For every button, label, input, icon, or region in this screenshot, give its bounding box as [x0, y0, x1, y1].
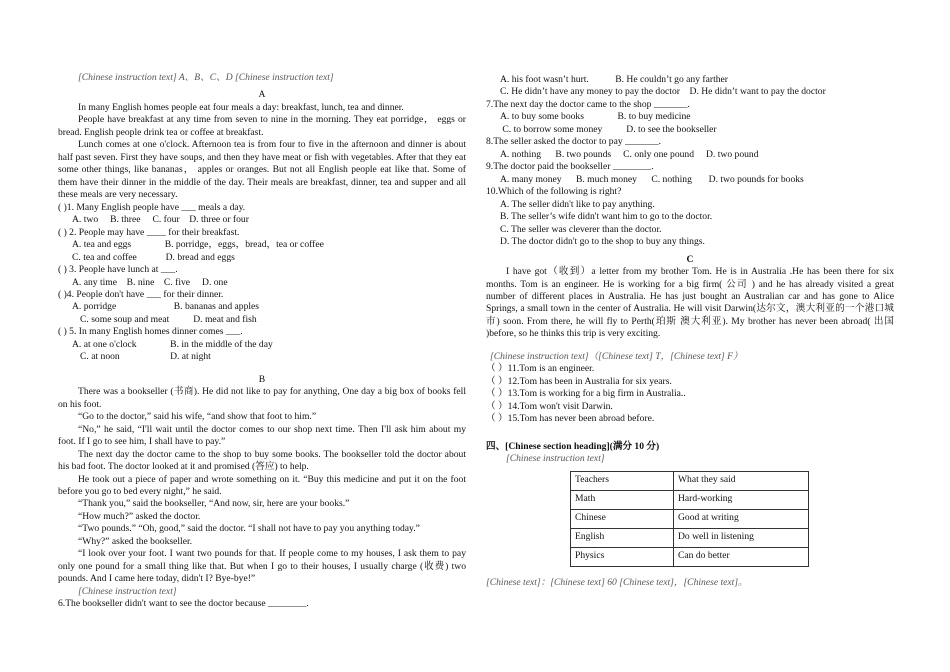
question-5: ( ) 5. In many English homes dinner comes ___. — [58, 326, 243, 338]
question-6-options: A. his foot wasn’t hurt. B. He couldn’t go any farther — [500, 74, 728, 85]
table-cell: Math — [571, 490, 674, 509]
right-column — [486, 74, 894, 589]
table-cell: Physics — [571, 547, 674, 566]
question-2-options: A. tea and eggs B. porridge，eggs，bread，tea or coffee — [72, 239, 324, 251]
question-4: ( )4. People don't have ___ for their dinner. — [58, 288, 224, 300]
table-cell: Good at writing — [674, 509, 809, 528]
passage-a-paragraph: Lunch comes at one o'clock. Afternoon tea is from four to five in the afternoon and dinner is about half past seven. First they have soups, and then they have meat or fish with vegetables. After that they eat some other things, like bananas， apples or oranges. But not all English people eat like that. Some of them have their dinner in the middle of the day. Their meals are breakfast, dinner, tea and supper and all these meals are very necessary. — [58, 139, 466, 201]
passage-b-heading: B — [258, 373, 266, 385]
question-3-options: A. any time B. nine C. five D. one — [72, 276, 228, 288]
passage-b-paragraph: “Two pounds.” “Oh, good,” said the doctor. “I shall not have to pay you anything today.” — [78, 523, 420, 535]
section-instruction: [Chinese instruction text] A、B、C、D [Chinese instruction text] — [78, 72, 334, 83]
writing-note: [Chinese text]：[Chinese text] 60 [Chinese text]，[Chinese text]。 — [486, 576, 748, 588]
passage-b-paragraph: “Go to the doctor,” said his wife, “and show that foot to him.” — [78, 411, 317, 423]
question-10-options: C. The seller was cleverer than the doctor. — [500, 223, 662, 235]
question-2: ( ) 2. People may have ____ for their breakfast. — [58, 226, 240, 238]
passage-b-paragraph: There was a bookseller (书商). He did not like to pay for anything, One day a big box of books fell on his foot. — [58, 386, 466, 410]
table-cell: Chinese — [571, 509, 674, 528]
question-10: 10.Which of the following is right? — [486, 186, 622, 198]
question-6-options: C. He didn’t have any money to pay the doctor D. He didn’t want to pay the doctor — [500, 86, 826, 98]
question-9-options: A. many money B. much money C. nothing D. two pounds for books — [500, 173, 804, 185]
passage-b-paragraph: “Thank you,” said the bookseller, “And now, sir, here are your books.” — [78, 498, 350, 510]
statement-15: （ ）15.Tom has never been abroad before. — [486, 413, 655, 425]
passage-b-paragraph: The next day the doctor came to the shop to buy some books. The bookseller told the doctor about his bad foot. The doctor looked at it and promised (答应) to help. — [58, 448, 466, 473]
question-9: 9.The doctor paid the bookseller ________. — [486, 161, 654, 173]
passage-a-paragraph: People have breakfast at any time from seven to nine in the morning. They eat porridge， eggs or bread. English people drink tea or coffee at breakfast. — [58, 114, 466, 138]
left-column — [58, 72, 466, 611]
question-7: 7.The next day the doctor came to the shop _______. — [486, 98, 690, 110]
passage-b-paragraph: “Why?” asked the bookseller. — [78, 535, 193, 547]
table-cell: Do well in listening — [674, 528, 809, 547]
passage-b-paragraph: “No,” he said, “I'll wait until the doctor comes to our shop next time. Then I'll ask him about my foot. If I go to see him, I shall have to pay.” — [58, 423, 466, 448]
question-3: ( ) 3. People have lunch at ___. — [58, 264, 178, 276]
passage-b-paragraph: “I look over your foot. I want two pounds for that. If people come to my houses, I ask them to pay only one pound for a small thing like that. But when I go to their houses, I usually charge (收费) two pounds. And I came here today, didn't I? Bye-bye!” — [58, 548, 466, 585]
passage-c-heading: C — [686, 253, 694, 265]
statement-12: （ ）12.Tom has been in Australia for six years. — [486, 375, 672, 387]
table-cell: Teachers — [571, 471, 674, 490]
table-row — [571, 471, 809, 490]
table-cell: Hard-working — [674, 490, 809, 509]
question-10-options: D. The doctor didn't go to the shop to buy any things. — [500, 236, 705, 248]
question-10-options: A. The seller didn't like to pay anything. — [500, 198, 655, 210]
question-5-options: A. at one o'clock B. in the middle of the day — [72, 338, 273, 350]
table-row — [571, 547, 809, 566]
question-7-options: C. to borrow some money D. to see the bookseller — [500, 123, 717, 135]
question-1: ( )1. Many English people have ___ meals a day. — [58, 201, 246, 213]
writing-instruction: [Chinese instruction text] — [506, 453, 605, 465]
question-8-options: A. nothing B. two pounds C. only one pound D. two pound — [500, 148, 759, 160]
question-5-options: C. at noon D. at night — [80, 351, 211, 363]
table-row — [571, 490, 809, 509]
question-2-options: C. tea and coffee D. bread and eggs — [72, 251, 235, 263]
passage-b-paragraph: He took out a piece of paper and wrote something on it. “Buy this medicine and put it on the foot before you go to bed every night,” he said. — [58, 473, 466, 497]
table-row — [571, 509, 809, 528]
question-7-options: A. to buy some books B. to buy medicine — [500, 111, 691, 123]
passage-b-paragraph: “How much?” asked the doctor. — [78, 510, 201, 522]
statement-11: （ ）11.Tom is an engineer. — [486, 363, 595, 375]
question-1-options: A. two B. three C. four D. three or four — [72, 214, 249, 226]
statement-13: （ ）13.Tom is working for a big firm in Australia.. — [486, 388, 686, 400]
true-false-instruction: [Chinese instruction text]（[Chinese text] T，[Chinese text] F） — [490, 350, 743, 362]
teacher-comments-table — [570, 471, 809, 567]
writing-section-title: 四、[Chinese section heading](满分 10 分) — [486, 440, 660, 452]
question-10-options: B. The seller’s wife didn't want him to go to the doctor. — [500, 211, 713, 223]
passage-c-paragraph: I have got（收到）a letter from my brother Tom. He is in Australia .He has been there for six months. Tom is an engineer. He is working for a big firm( 公司 ) and he has already visited a great number of different places in Australia. He has just bought an Australian car and has gone to Alice Springs, a small town in the center of Australia. He will visit Darwin(达尔文，澳大利亚的一个港口城市) soon. From there, he will fly to Perth(珀斯 澳大利亚). My brother has never been abroad( 出国 )before, so he thinks this trip is very exciting. — [486, 266, 894, 340]
question-4-options: C. some soup and meat D. meat and fish — [80, 313, 257, 325]
table-cell: English — [571, 528, 674, 547]
statement-14: （ ）14.Tom won't visit Darwin. — [486, 400, 613, 412]
question-8: 8.The seller asked the doctor to pay _______. — [486, 136, 662, 148]
table-row — [571, 528, 809, 547]
question-6: 6.The bookseller didn't want to see the doctor because ________. — [58, 598, 309, 610]
passage-b-instruction: [Chinese instruction text] — [78, 585, 177, 597]
passage-a-heading: A — [258, 89, 266, 101]
question-4-options: A. porridge B. bananas and apples — [72, 301, 260, 313]
passage-a-paragraph: In many English homes people eat four meals a day: breakfast, lunch, tea and dinner. — [78, 101, 404, 113]
table-cell: What they said — [674, 471, 809, 490]
table-cell: Can do better — [674, 547, 809, 566]
